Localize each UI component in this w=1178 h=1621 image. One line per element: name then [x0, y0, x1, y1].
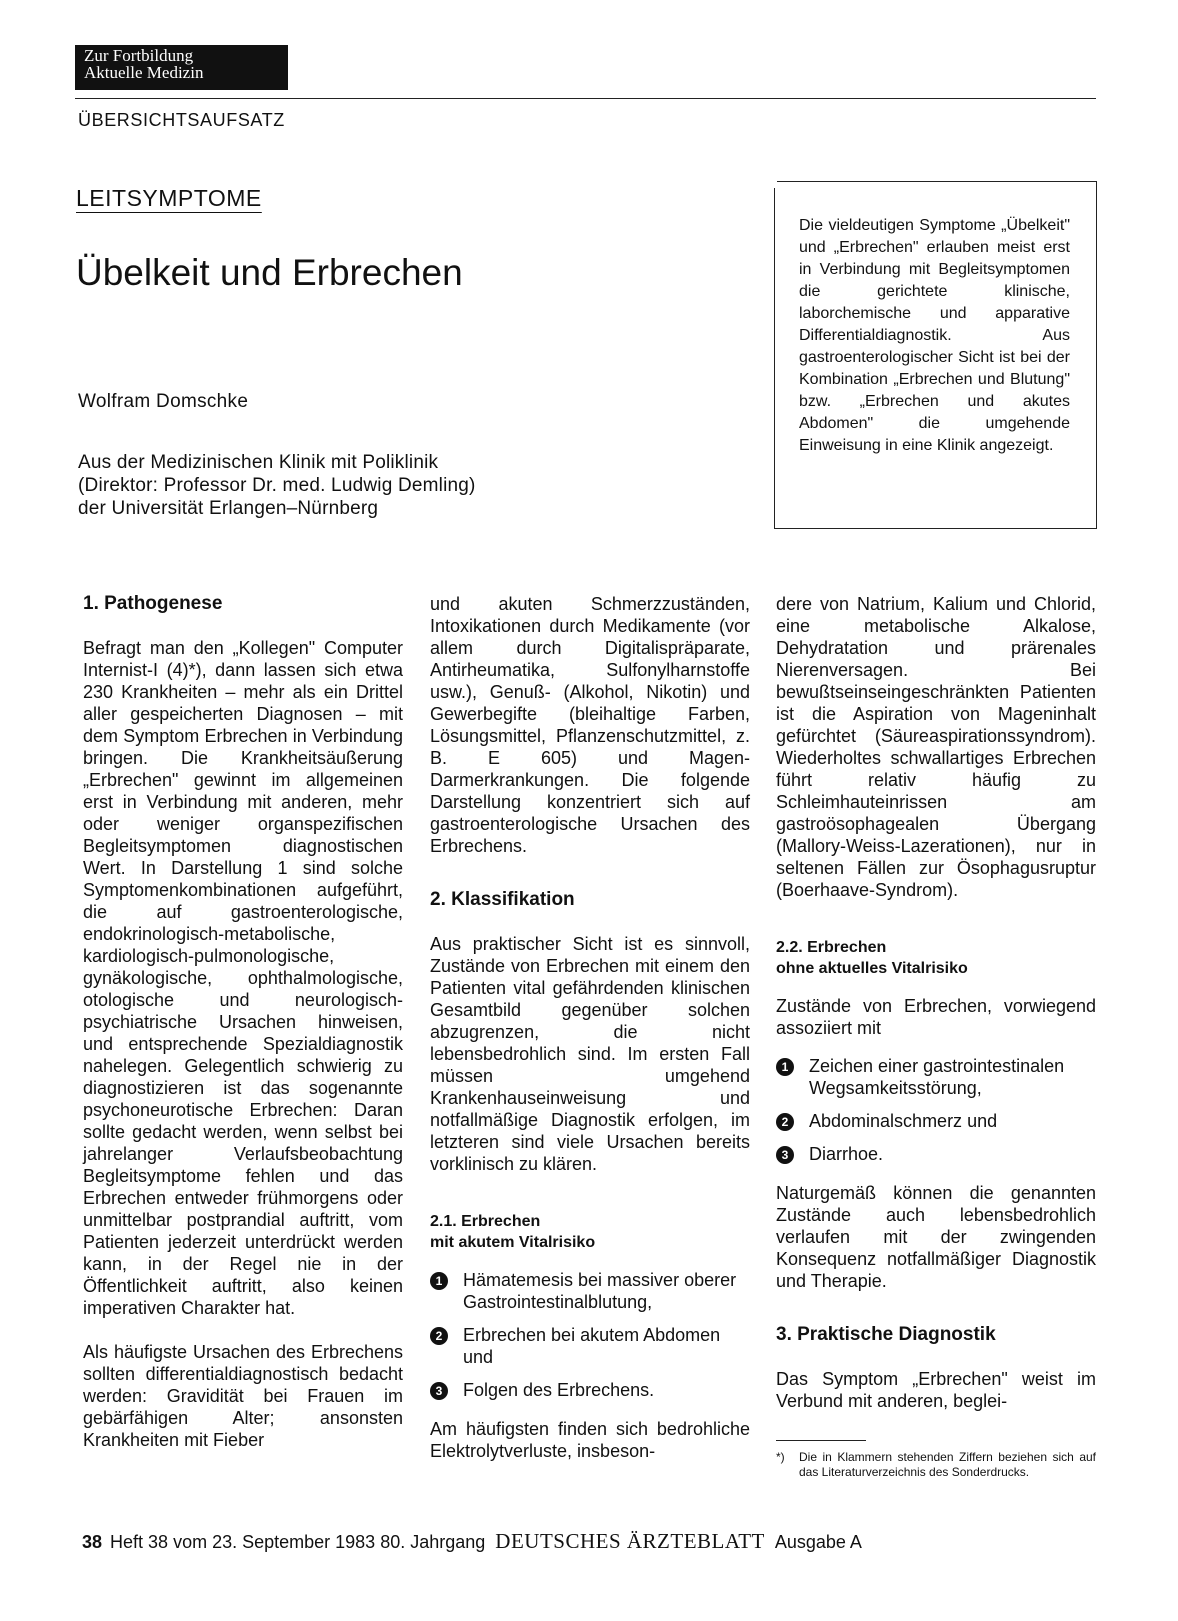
article-title: Übelkeit und Erbrechen: [76, 252, 463, 293]
subheading-2-1: 2.1. Erbrechen mit akutem Vitalrisiko: [430, 1213, 596, 1251]
paragraph: und akuten Schmerzzuständen, Intoxikationen durch Medikamente (vor allem durch Digitalispräparate, Antirheumatika, Sulfonylharnstoffe usw.), Genuß- (Alkohol, Nikotin) und Gewerbegifte (bleihaltige Farben, Lösungsmittel, Pflanzenschutzmittel, z. B. E 605) und Magen-Darmerkrankungen. Die folgende Darstellung konzentriert sich auf gastroenterologische Ursachen des Erbrechens.: [430, 594, 750, 856]
affiliation-line-1: Aus der Medizinischen Klinik mit Poliklinik: [78, 452, 439, 473]
paragraph: Das Symptom „Erbrechen" weist im Verbund mit anderen, beglei-: [776, 1369, 1096, 1411]
page-footer: [82, 1529, 862, 1554]
paragraph: Naturgemäß können die genannten Zustände auch lebensbedrohlich verlaufen mit der zwingenden Konsequenz notfallmäßiger Diagnostik und Therapie.: [776, 1183, 1096, 1291]
paragraph: Befragt man den „Kollegen" Computer Internist-I (4)*), dann lassen sich etwa 230 Krankheiten – mehr als ein Drittel aller gespeicherten Diagnosen – mit dem Symptom Erbrechen in Verbindung bringen. Die Krankheitsäußerung „Erbrechen" gewinnt im allgemeinen erst in Verbindung mit anderen, mehr oder weniger organspezifischen Begleitsymptomen diagnostischen Wert. In Darstellung 1 sind solche Symptomenkombinationen aufgeführt, die auf gastroenterologische, endokrinologisch-metabolische, kardiologisch-pulmonologische, gynäkologische, ophthalmologische, otologische und neurologisch-psychiatrische Ursachen hinweisen, und entsprechende Spezialdiagnostik nahelegen. Gelegentlich schwierig zu diagnostizieren ist das sogenannte psychoneurotische Erbrechen: Daran sollte gedacht werden, wenn selbst bei jahrelanger Verlaufsbeobachtung Begleitsymptome fehlen und das Erbrechen entweder frühmorgens oder unmittelbar postprandial auftritt, vom Patienten jederzeit unterdrückt werden kann, in der Regel nie in der Öffentlichkeit auftritt, also keinen imperativen Charakter hat.: [83, 638, 403, 1318]
list-item: 3 Folgen des Erbrechens.: [430, 1379, 750, 1401]
text-column-2: [430, 593, 750, 1462]
abstract-box: [774, 181, 1097, 529]
badge-line-1: Zur Fortbildung: [84, 46, 194, 65]
edition: Ausgabe A: [774, 1532, 862, 1552]
author-affiliation: [78, 451, 476, 520]
footnote-rule: [776, 1440, 866, 1441]
footnote-text: Die in Klammern stehenden Ziffern beziehen sich auf das Literaturverzeichnis des Sonderdrucks.: [799, 1450, 1096, 1479]
list-item: 3 Diarrhoe.: [776, 1143, 1096, 1165]
heading-pathogenese: 1. Pathogenese: [83, 593, 223, 614]
number-bullet: 1: [430, 1272, 448, 1290]
article-kicker: LEITSYMPTOME: [76, 185, 262, 211]
text-column-3: [776, 593, 1096, 1412]
list-item: 2 Erbrechen bei akutem Abdomen und: [430, 1324, 750, 1368]
number-bullet: 2: [776, 1113, 794, 1131]
no-vital-risk-list: [776, 1055, 1096, 1165]
affiliation-line-2: (Direktor: Professor Dr. med. Ludwig Demling): [78, 475, 476, 496]
paragraph: Am häufigsten finden sich bedrohliche Elektrolytverluste, insbeson-: [430, 1419, 750, 1461]
article-author: Wolfram Domschke: [78, 391, 249, 412]
vital-risk-list: [430, 1269, 750, 1401]
paragraph: Als häufigste Ursachen des Erbrechens sollten differentialdiagnostisch bedacht werden: Gravidität bei Frauen im gebärfähigen Alter; ansonsten Krankheiten mit Fieber: [83, 1342, 403, 1450]
header-rule: [75, 98, 1096, 99]
heading-praktische-diagnostik: 3. Praktische Diagnostik: [776, 1324, 996, 1345]
number-bullet: 3: [430, 1382, 448, 1400]
list-item: 1 Hämatemesis bei massiver oberer Gastrointestinalblutung,: [430, 1269, 750, 1313]
paragraph: Aus praktischer Sicht ist es sinnvoll, Zustände von Erbrechen mit einem den Patienten vital gefährdenden klinischen Gesamtbild gegenüber solchen abzugrenzen, die nicht lebensbedrohlich sind. Im ersten Fall müssen umgehend Krankenhauseinweisung und notfallmäßige Diagnostik erfolgen, im letzteren sind viele Ursachen bereits vorklinisch zu klären.: [430, 934, 750, 1174]
heading-klassifikation: 2. Klassifikation: [430, 889, 575, 910]
footnote-mark: *): [776, 1450, 785, 1464]
issue-info: Heft 38 vom 23. September 1983 80. Jahrgang: [110, 1532, 486, 1552]
paragraph: Zustände von Erbrechen, vorwiegend assoziiert mit: [776, 996, 1096, 1038]
list-item: 2 Abdominalschmerz und: [776, 1110, 1096, 1132]
subheading-2-2: 2.2. Erbrechen ohne aktuelles Vitalrisiko: [776, 939, 968, 977]
list-item: 1 Zeichen einer gastrointestinalen Wegsamkeitsstörung,: [776, 1055, 1096, 1099]
page-number: 38: [82, 1532, 103, 1552]
section-label: ÜBERSICHTSAUFSATZ: [78, 110, 285, 130]
abstract-text: Die vieldeutigen Symptome „Übelkeit" und „Erbrechen" erlauben meist erst in Verbindung mit Begleitsymptomen die gerichtete klinische, laborchemische und apparative Differentialdiagnostik. Aus gastroenterologischer Sicht ist bei der Kombination „Erbrechen und Blutung" bzw. „Erbrechen und akutes Abdomen" die umgehende Einweisung in eine Klinik angezeigt.: [799, 217, 1070, 454]
number-bullet: 3: [776, 1146, 794, 1164]
badge-line-2: Aktuelle Medizin: [84, 63, 204, 82]
text-column-1: [83, 593, 403, 1451]
footnote: [776, 1450, 1096, 1480]
number-bullet: 1: [776, 1058, 794, 1076]
paragraph: dere von Natrium, Kalium und Chlorid, eine metabolische Alkalose, Dehydratation und prärenales Nierenversagen. Bei bewußtseinseingeschränkten Patienten ist die Aspiration von Mageninhalt gefürchtet (Säureaspirationssyndrom). Wiederholtes schwallartiges Erbrechen führt relativ häufig zu Schleimhauteinrissen am gastroösophagealen Übergang (Mallory-Weiss-Lazerationen), nur in seltenen Fällen zur Ösophagusruptur (Boerhaave-Syndrom).: [776, 594, 1096, 900]
section-badge: [75, 45, 288, 90]
affiliation-line-3: der Universität Erlangen–Nürnberg: [78, 498, 379, 519]
journal-name: DEUTSCHES ÄRZTEBLATT: [495, 1529, 765, 1553]
number-bullet: 2: [430, 1327, 448, 1345]
